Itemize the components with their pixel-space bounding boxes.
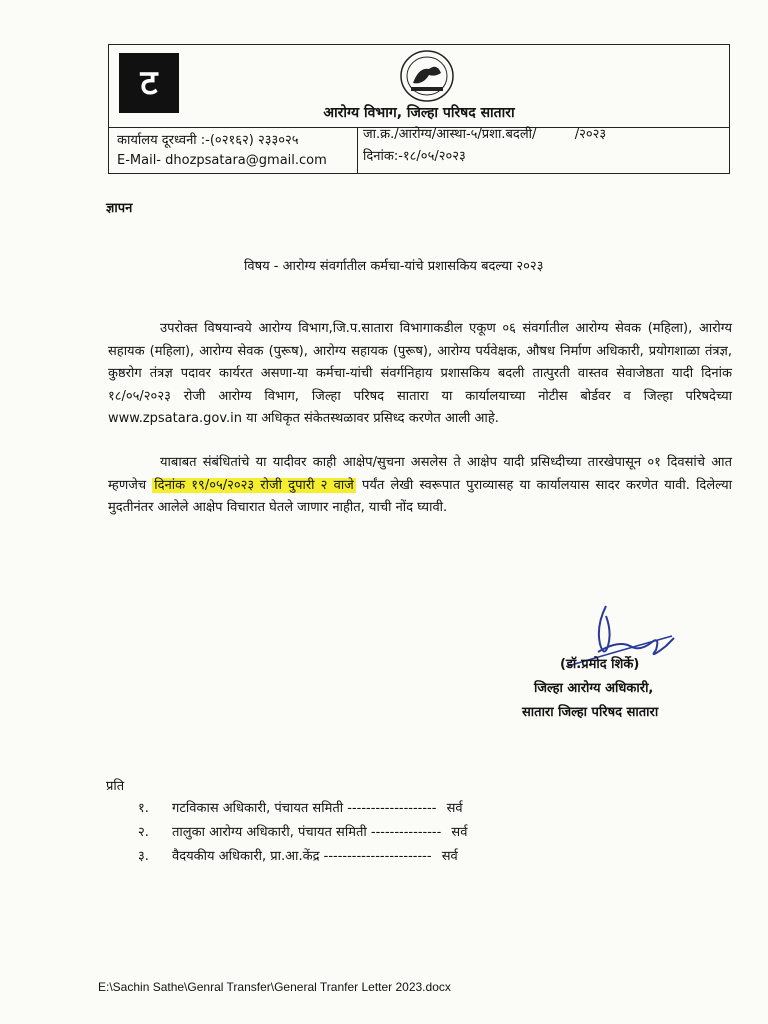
distribution-item — [138, 846, 458, 864]
letterhead — [108, 44, 730, 174]
body-paragraph-2 — [108, 452, 732, 520]
item-number: १. — [138, 801, 149, 816]
item-qty: सर्व — [446, 801, 463, 816]
item-text: तालुका आरोग्य अधिकारी, पंचायत समिती — [172, 825, 367, 840]
distribution-item — [138, 822, 467, 840]
email-address[interactable]: dhozpsatara@gmail.com — [165, 153, 327, 168]
item-qty: सर्व — [451, 825, 468, 840]
reference-number — [363, 125, 606, 145]
item-dashes: --------------- — [370, 825, 442, 840]
office-phone: कार्यालय दूरध्वनी :-(०२१६२) २३३०२५ — [117, 133, 299, 148]
header-column-divider — [357, 127, 358, 173]
para2-text-end: पर्यंत लेखी स्वरूपात पुराव्यासह या कार्यालयास सादर करणेत यावी. दिलेल्या मुदतीनंतर आलेले आक्षेप विचारात घेतले जाणार नाहीत, याची नोंद घ्यावी. — [108, 477, 732, 515]
item-number: ३. — [138, 849, 149, 864]
zp-seal-emblem — [399, 49, 455, 103]
footer-file-path: E:\Sachin Sathe\Genral Transfer\General Tranfer Letter 2023.docx — [98, 980, 451, 994]
item-dashes: ------------------- — [347, 801, 437, 816]
distribution-item — [138, 798, 463, 816]
deadline-highlight: दिनांक १९/०५/२०२३ रोजी दुपारी २ वाजे — [154, 477, 354, 493]
org-title: आरोग्य विभाग, जिल्हा परिषद सातारा — [323, 105, 515, 121]
item-text: गटविकास अधिकारी, पंचायत समिती — [172, 801, 344, 816]
item-number: २. — [138, 825, 149, 840]
item-dashes: ----------------------- — [323, 849, 432, 864]
document-type: ज्ञापन — [106, 201, 133, 216]
signatory-designation: जिल्हा आरोग्य अधिकारी, — [534, 681, 654, 696]
item-text: वैदयकीय अधिकारी, प्रा.आ.केंद्र — [172, 849, 320, 864]
department-logo: ट — [119, 53, 179, 113]
signatory-name: (डॉ.प्रमोद शिर्के) — [560, 657, 640, 672]
signatory-office: सातारा जिल्हा परिषद सातारा — [522, 705, 659, 720]
subject-line: विषय - आरोग्य संवर्गातील कर्मचा-यांचे प्रशासकिय बदल्या २०२३ — [244, 259, 544, 274]
para1-text: उपरोक्त विषयान्वये आरोग्य विभाग,जि.प.सातारा विभागाकडील एकूण ०६ संवर्गातील आरोग्य सेवक (महिला), आरोग्य सहायक (महिला), आरोग्य सेवक (पुरूष), आरोग्य सहायक (पुरूष), आरोग्य पर्यवेक्षक, औषध निर्माण अधिकारी, प्रयोगशाळा तंत्रज्ञ, कुष्ठरोग तंत्रज्ञ पदावर कार्यरत असणा-या कर्मचा-यांची संवर्गनिहाय प्रशासकिय बदली तात्पुरती वास्तव सेवाजेष्ठता यादी दिनांक १८/०५/२०२३ रोजी आरोग्य विभाग, जिल्हा परिषद सातारा या कार्यालयाच्या नोटीस बोर्डवर व जिल्हा परिषदेच्या www.zpsatara.gov.in या अधिकृत संकेतस्थळावर प्रसिध्द करणेत आली आहे. — [108, 321, 732, 426]
email-label: E-Mail- — [117, 153, 166, 168]
distribution-label: प्रति — [106, 779, 125, 794]
ref-year: /२०२३ — [574, 127, 607, 142]
item-qty: सर्व — [441, 849, 458, 864]
body-paragraph-1 — [108, 318, 732, 431]
office-email — [117, 151, 327, 171]
letter-date: दिनांक:-१८/०५/२०२३ — [363, 149, 466, 164]
ref-number-text: जा.क्र./आरोग्य/आस्था-५/प्रशा.बदली/ — [363, 127, 537, 142]
para2-text: याबाबत संबंधितांचे या यादीवर काही आक्षेप/सुचना असलेस ते आक्षेप यादी प्रसिध्दीच्या तारखेपासून ०१ दिवसांचे आत म्हणजेच — [108, 455, 732, 493]
